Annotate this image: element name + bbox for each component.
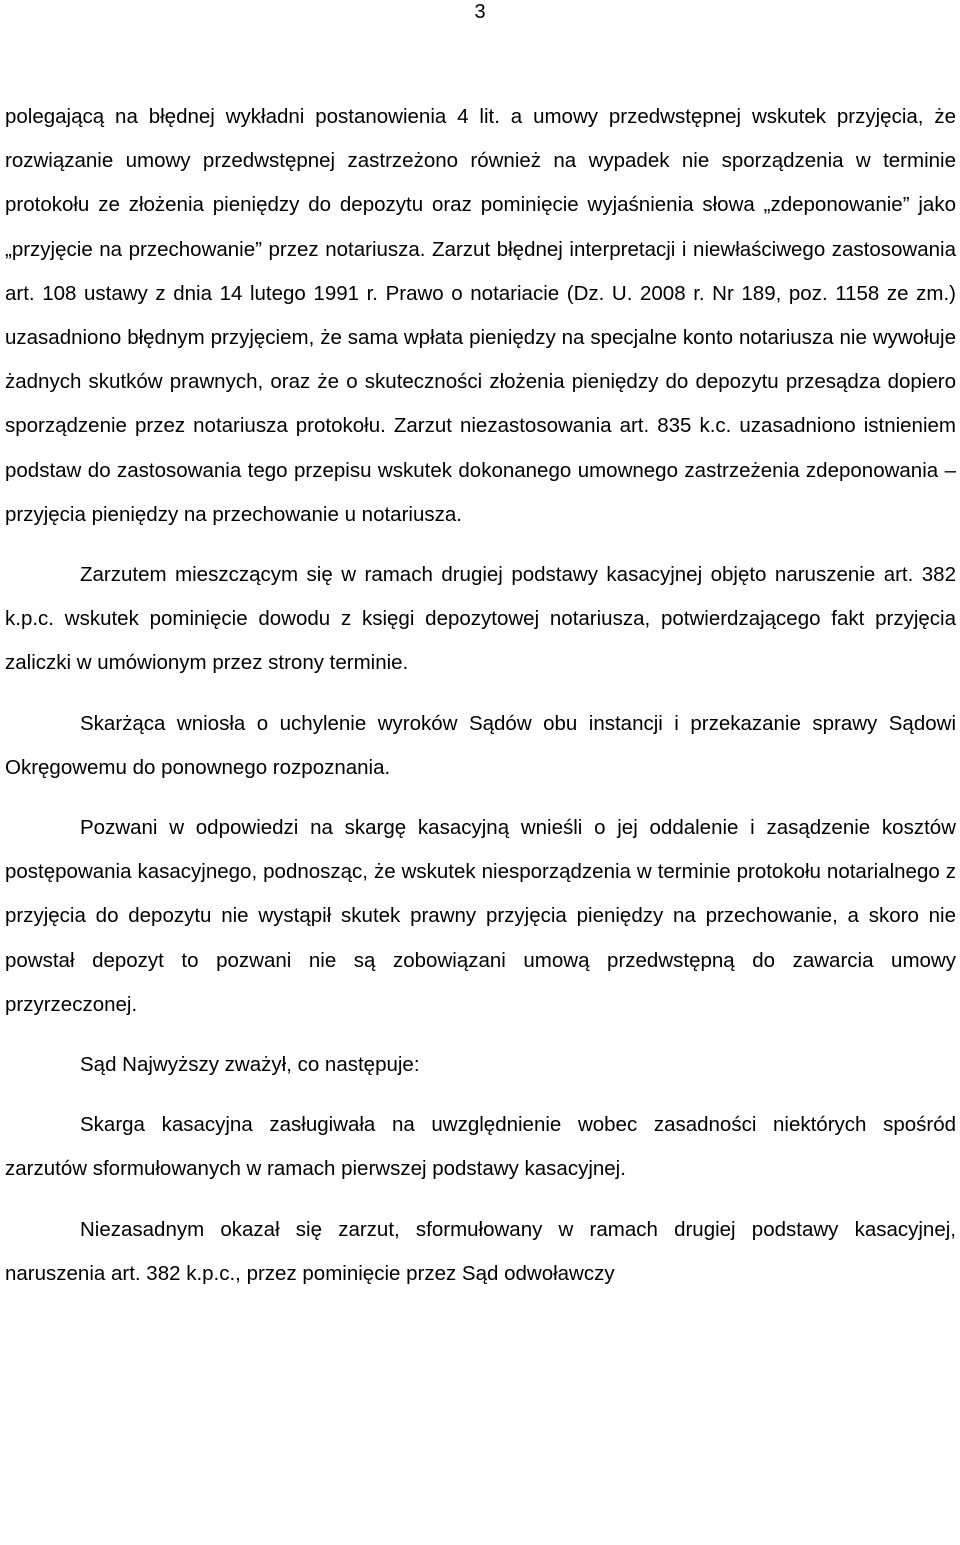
page-number: 3 bbox=[474, 1, 486, 23]
paragraph-5: Sąd Najwyższy zważył, co następuje: bbox=[80, 1053, 420, 1077]
document-body bbox=[5, 95, 956, 1296]
paragraph-gap bbox=[5, 686, 956, 702]
paragraph-gap bbox=[5, 1087, 956, 1103]
paragraph-gap bbox=[5, 1027, 956, 1043]
paragraph-1: polegającą na błędnej wykładni postanowienia 4 lit. a umowy przedwstępnej wskutek przyjęcia, że rozwiązanie umowy przedwstępnej zastrzeżono również na wypadek nie sporządzenia w terminie protokołu ze złożenia pieniędzy do depozytu oraz pominięcie wyjaśnienia słowa „zdeponowanie” jako „przyjęcie na przechowanie” przez notariusza. Zarzut błędnej interpretacji i niewłaściwego zastosowania art. 108 ustawy z dnia 14 lutego 1991 r. Prawo o notariacie (Dz. U. 2008 r. Nr 189, poz. 1158 ze zm.) uzasadniono błędnym przyjęciem, że sama wpłata pieniędzy na specjalne konto notariusza nie wywołuje żadnych skutków prawnych, oraz że o skuteczności złożenia pieniędzy do depozytu przesądza dopiero sporządzenie przez notariusza protokołu. Zarzut niezastosowania art. 835 k.c. uzasadniono istnieniem podstaw do zastosowania tego przepisu wskutek dokonanego umownego zastrzeżenia zdeponowania – przyjęcia pieniędzy na przechowanie u notariusza. bbox=[5, 105, 956, 526]
paragraph-4: Pozwani w odpowiedzi na skargę kasacyjną wnieśli o jej oddalenie i zasądzenie kosztów postępowania kasacyjnego, podnosząc, że wskutek niesporządzenia w terminie protokołu notarialnego z przyjęcia do depozytu nie wystąpił skutek prawny przyjęcia pieniędzy na przechowanie, a skoro nie powstał depozyt to pozwani nie są zobowiązani umową przedwstępną do zawarcia umowy przyrzeczonej. bbox=[5, 816, 956, 1016]
paragraph-7: Niezasadnym okazał się zarzut, sformułowany w ramach drugiej podstawy kasacyjnej, naruszenia art. 382 k.p.c., przez pominięcie przez Sąd odwoławczy bbox=[5, 1217, 956, 1285]
paragraph-gap bbox=[5, 537, 956, 553]
paragraph-6: Skarga kasacyjna zasługiwała na uwzględnienie wobec zasadności niektórych spośród zarzutów sformułowanych w ramach pierwszej podstawy kasacyjnej. bbox=[5, 1113, 956, 1181]
paragraph-gap bbox=[5, 1192, 956, 1208]
paragraph-2: Zarzutem mieszczącym się w ramach drugiej podstawy kasacyjnej objęto naruszenie art. 382 k.p.c. wskutek pominięcie dowodu z księgi depozytowej notariusza, potwierdzającego fakt przyjęcia zaliczki w umówionym przez strony terminie. bbox=[5, 563, 956, 675]
paragraph-3: Skarżąca wniosła o uchylenie wyroków Sądów obu instancji i przekazanie sprawy Sądowi Okręgowemu do ponownego rozpoznania. bbox=[5, 711, 956, 779]
paragraph-gap bbox=[5, 790, 956, 806]
